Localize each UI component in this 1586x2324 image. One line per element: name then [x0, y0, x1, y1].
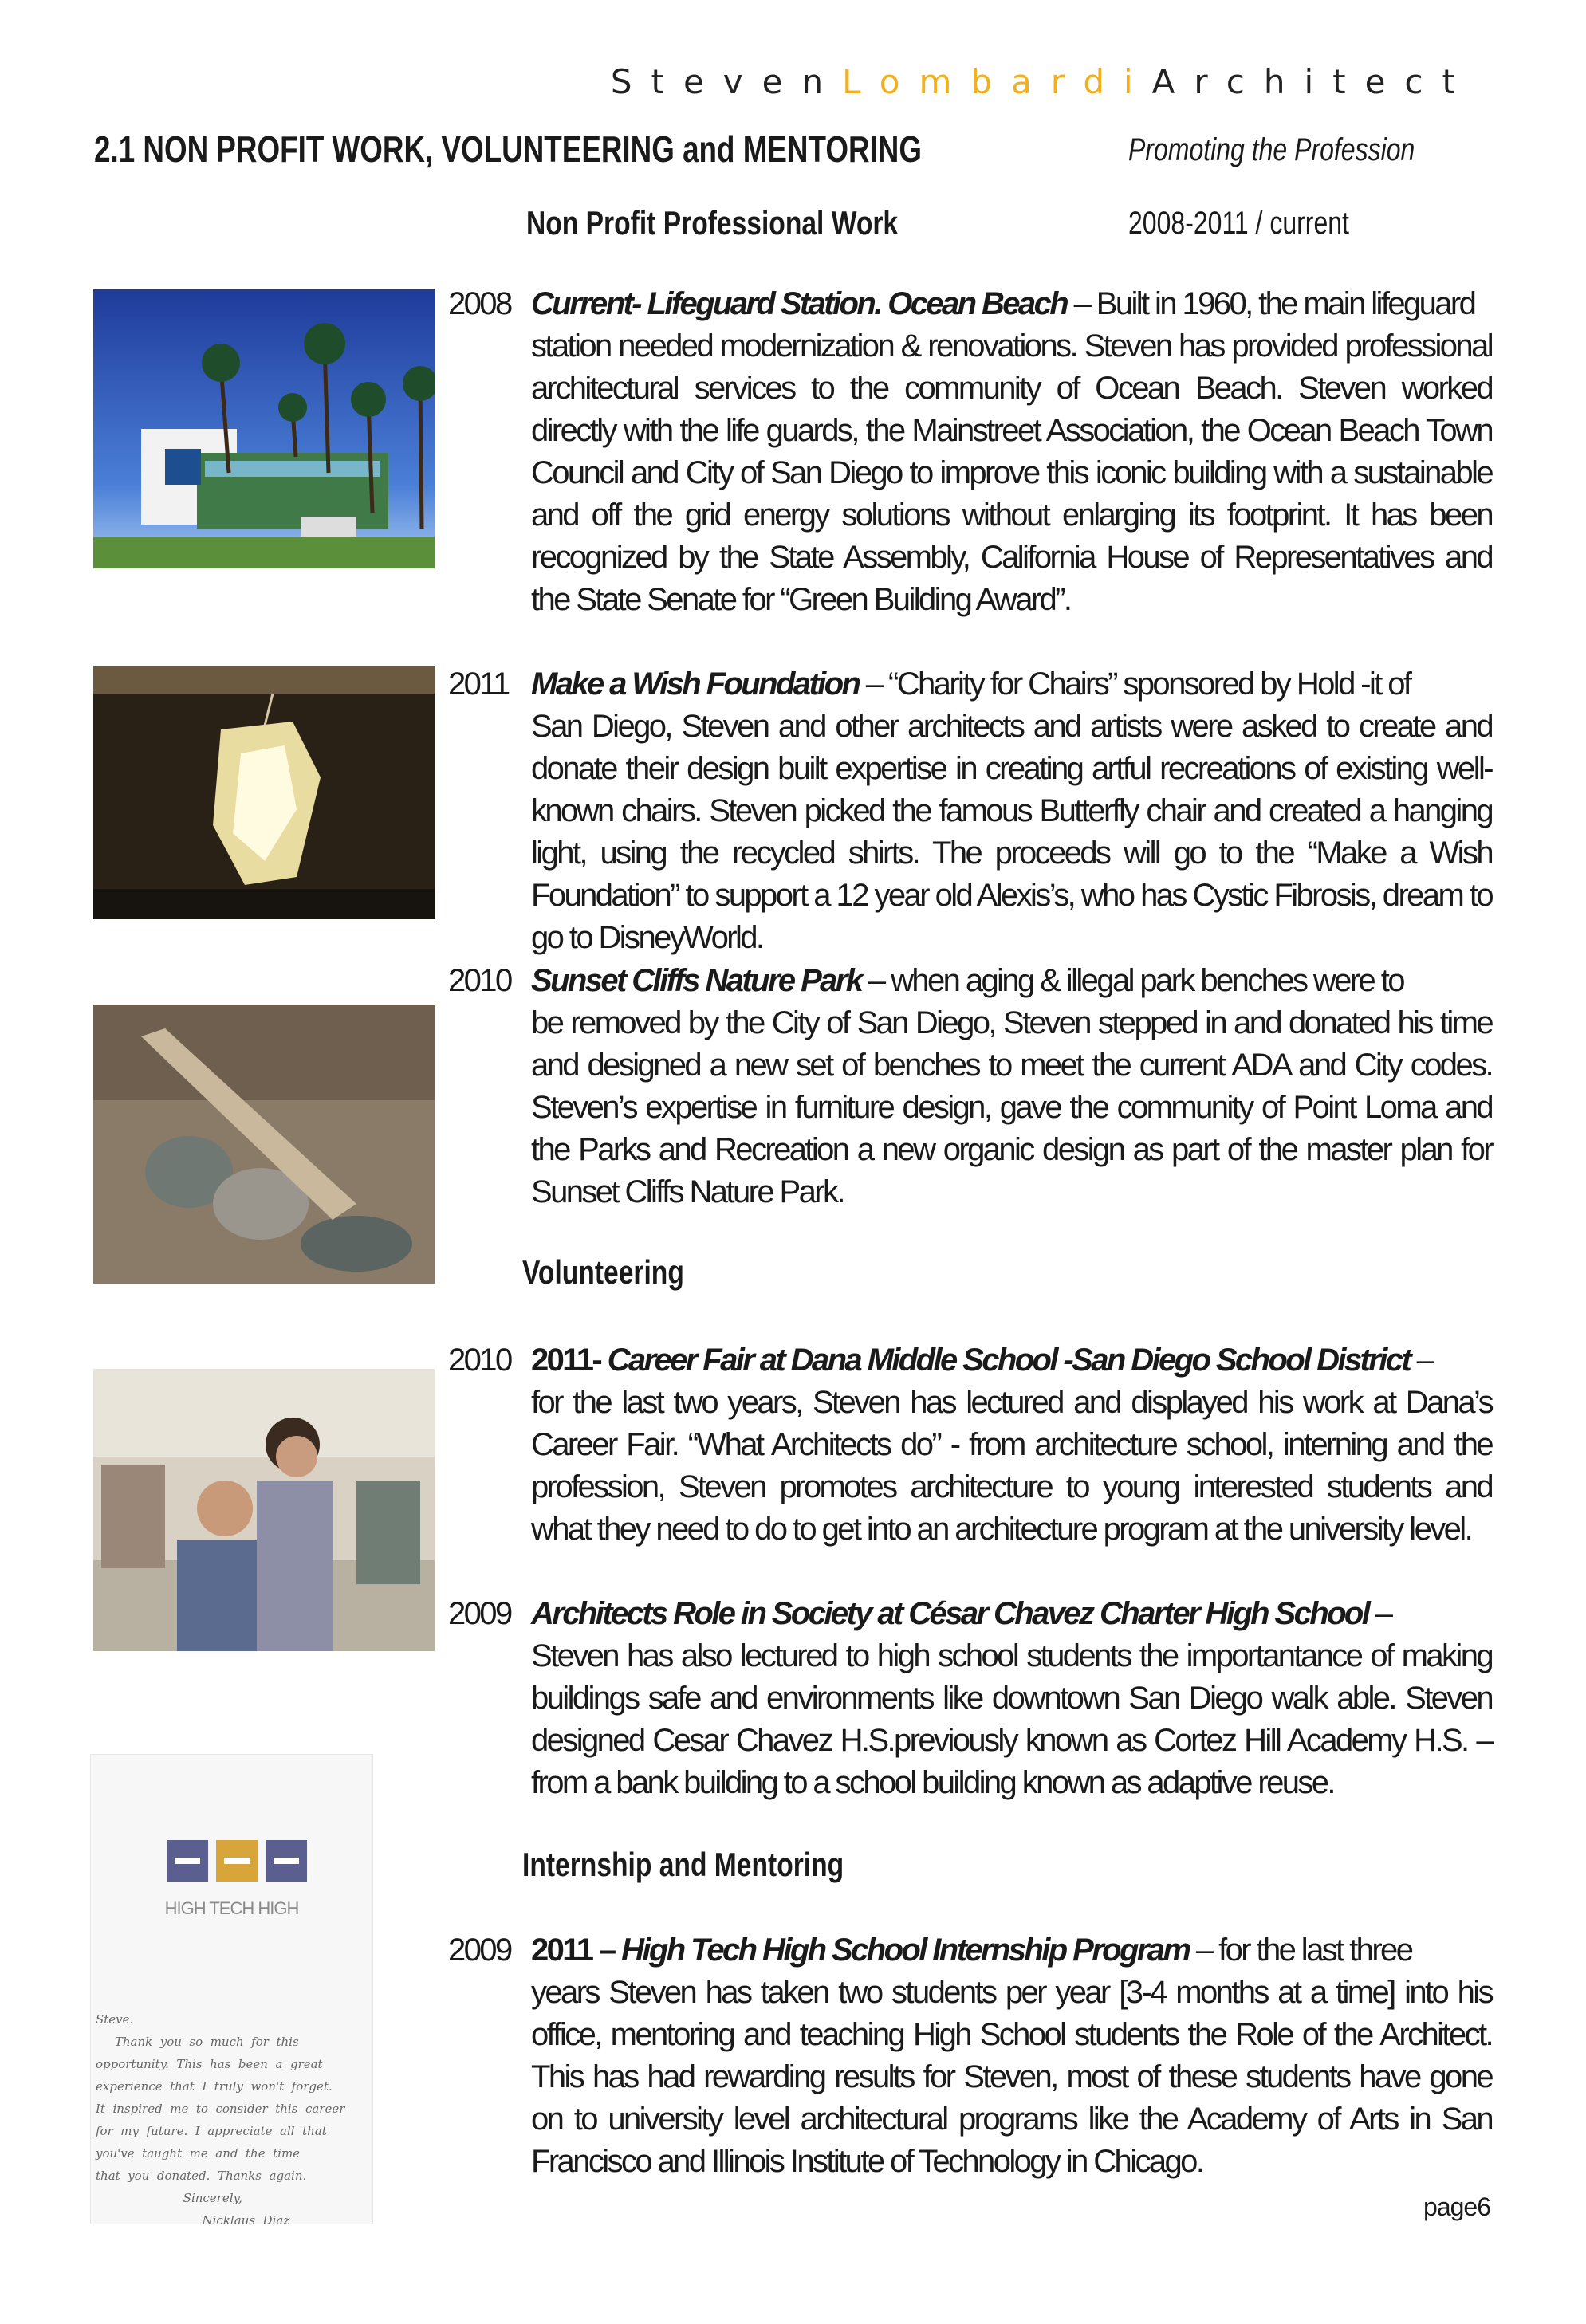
entry-title: Make a Wish Foundation — [531, 667, 860, 702]
entry-lead: – — [1368, 1596, 1391, 1631]
career-fair-photo — [93, 1369, 435, 1651]
page-number: page6 — [1423, 2192, 1490, 2221]
entry-cesar-chavez — [448, 1593, 1492, 1804]
brand-last: Architect — [1151, 62, 1474, 101]
entry-high-tech-high — [448, 1929, 1492, 2183]
internship-heading: Internship and Mentoring — [522, 1846, 844, 1883]
thank-you-note-card — [90, 1754, 373, 2228]
brand-first: Steven — [610, 62, 843, 101]
entry-pre: 2011- — [531, 1343, 608, 1378]
logo-text: HIGH TECH HIGH — [164, 1898, 299, 1918]
entry-year: 2009 — [448, 1596, 511, 1631]
entry-title: Career Fair at Dana Middle School -San Diego School District — [607, 1343, 1411, 1378]
entry-title: Sunset Cliffs Nature Park — [531, 963, 862, 998]
entry-lead: – for the last three — [1189, 1933, 1412, 1968]
entry-title: Architects Role in Society at César Chavez Charter High School — [531, 1596, 1369, 1631]
entry-title: Current- Lifeguard Station. Ocean Beach — [531, 286, 1068, 321]
hanging-light-photo — [93, 666, 435, 919]
entry-lead: – — [1410, 1343, 1433, 1378]
entry-year: 2010 — [448, 963, 511, 998]
entry-title: High Tech High School Internship Program — [621, 1933, 1190, 1968]
entry-year: 2011 — [448, 667, 509, 702]
entry-career-fair — [448, 1339, 1492, 1551]
entry-sunset-cliffs — [448, 960, 1492, 1213]
entry-lead: – “Charity for Chairs” sponsored by Hold -it of — [859, 667, 1411, 702]
brand-wordmark — [611, 62, 1474, 101]
section-tagline: Promoting the Profession — [1128, 132, 1415, 167]
nonprofit-dates: 2008-2011 / current — [1128, 206, 1349, 241]
lifeguard-station-photo — [93, 289, 435, 568]
entry-body: station needed modernization & renovations. Steven has provided professional architectural services to the community of Ocean Beach. Steven worked directly with the life guards, the Mainstreet Association, the Ocean Beach Town Council and City of San Diego to improve this iconic building with a sustainable and off the grid energy solutions without enlarging its footprint. It has been recognized by the State Assembly, California House of Representatives and the State Senate for “Green Building Award”. — [531, 328, 1492, 617]
volunteering-heading: Volunteering — [522, 1253, 684, 1291]
entry-year: 2010 — [448, 1343, 511, 1378]
high-tech-high-logo — [167, 1840, 310, 1888]
entry-year: 2009 — [448, 1933, 511, 1968]
entry-make-a-wish — [448, 663, 1492, 959]
entry-lead: – Built in 1960, the main lifeguard — [1067, 286, 1475, 321]
handwritten-note: Steve. Thank you so much for this opportunity. This has been a great experience that I truly won't forget. It inspired me to consider this career for my future. I appreciate all that you've taught me and the time that you donated. Thanks again. Sincerely, Nicklaus Diaz — [96, 2012, 345, 2228]
park-bench-photo — [93, 1005, 435, 1284]
entry-lifeguard-station — [448, 283, 1492, 621]
entry-year: 2008 — [448, 286, 511, 321]
entry-body: San Diego, Steven and other architects and artists were asked to create and donate their design built expertise in creating artful recreations of existing well-known chairs. Steven picked the famous Butterfly chair and created a hanging light, using the recycled shirts. The proceeds will go to the “Make a Wish Foundation” to support a 12 year old Alexis’s, who has Cystic Fibrosis, dream to go to DisneyWorld. — [531, 709, 1492, 955]
nonprofit-heading: Non Profit Professional Work — [526, 204, 899, 242]
entry-body: Steven has also lectured to high school students the importantance of making buildings safe and environments like downtown San Diego walk able. Steven designed Cesar Chavez H.S.previously known as Cortez Hill Academy H.S. – from a bank building to a school building known as adaptive reuse. — [531, 1638, 1492, 1800]
entry-pre: 2011 – — [531, 1933, 622, 1968]
entry-body: for the last two years, Steven has lectured and displayed his work at Dana’s Career Fair. “What Architects do” - from architecture school, interning and the profession, Steven promotes architecture to young interested students and what they need to do to get into an architecture program at the university level. — [531, 1385, 1492, 1547]
entry-body: years Steven has taken two students per year [3-4 months at a time] into his office, mentoring and teaching High School students the Role of the Architect. This has had rewarding results for Steven, most of these students have gone on to university level architectural programs like the Academy of Arts in San Francisco and Illinois Institute of Technology in Chicago. — [531, 1975, 1492, 2179]
entry-body: be removed by the City of San Diego, Steven stepped in and donated his time and designed a new set of benches to meet the current ADA and City codes. Steven’s expertise in furniture design, gave the community of Point Loma and the Parks and Recreation a new organic design as part of the master plan for Sunset Cliffs Nature Park. — [531, 1005, 1492, 1209]
brand-middle: Lombardi — [842, 62, 1152, 101]
section-title: 2.1 NON PROFIT WORK, VOLUNTEERING and MENTORING — [94, 128, 922, 170]
entry-lead: – when aging & illegal park benches were to — [861, 963, 1403, 998]
